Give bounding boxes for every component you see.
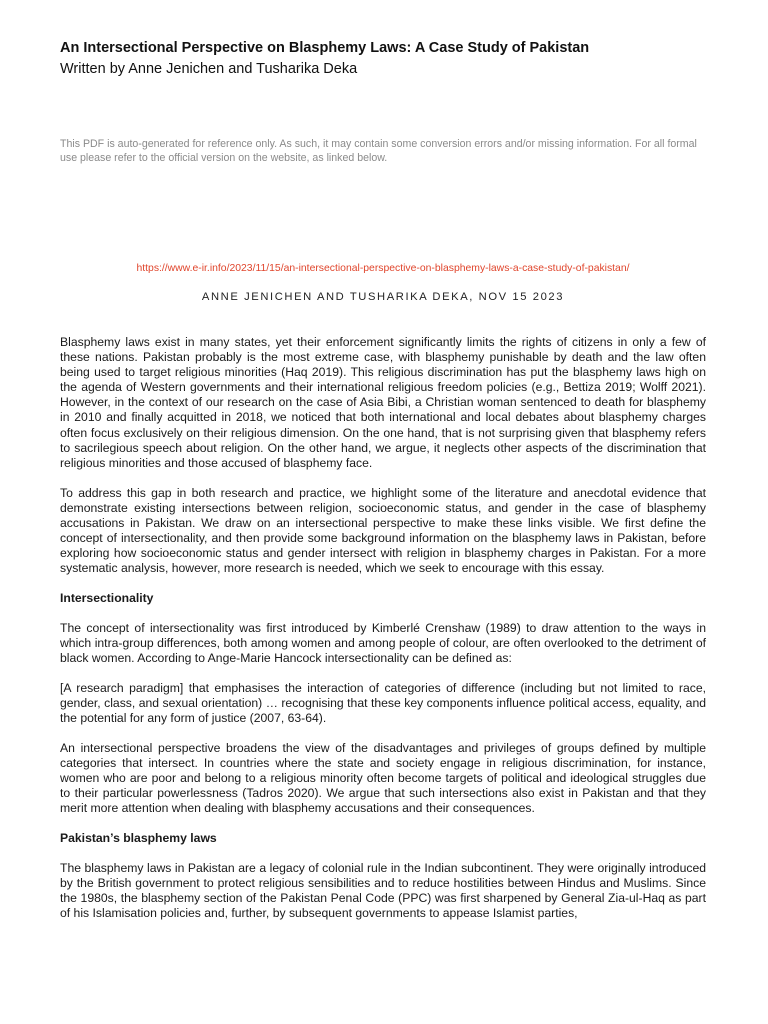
- section-heading-intersectionality: Intersectionality: [60, 591, 154, 605]
- article-paragraph: The concept of intersectionality was first introduced by Kimberlé Crenshaw (1989) to draw attention to the ways in which intra-group differences, both among women and among people of colour, are often overlooked to the detriment of black women. According to Ange-Marie Hancock intersectionality can be defined as:: [60, 620, 706, 666]
- pdf-disclaimer: This PDF is auto-generated for reference only. As such, it may contain some conversion errors and/or missing information. For all formal use please refer to the official version on the website, as linked below.: [60, 138, 697, 164]
- article-paragraph: Blasphemy laws exist in many states, yet their enforcement significantly limits the rights of citizens in only a few of these nations. Pakistan probably is the most extreme case, with blasphemy punishable by death and the law often being used to target religious minorities (Haq 2019). This religious discrimination has put the blasphemy laws high on the agenda of Western governments and their international religious freedom policies (e.g., Bettiza 2019; Wolff 2021). However, in the context of our research on the case of Asia Bibi, a Christian woman sentenced to death for blasphemy in 2010 and finally acquitted in 2018, we noticed that both international and local debates about blasphemy charges often focus exclusively on their religious dimension. On the one hand, that is not surprising given that blasphemy refers to sacrilegious speech about religion. On the other hand, we argue, it neglects other aspects of the discrimination that religious minorities and those accused of blasphemy face.: [60, 335, 706, 470]
- article-quote: [A research paradigm] that emphasises the interaction of categories of difference (including but not limited to race, gender, class, and sexual orientation) … recognising that these key components influence political access, equality, and the potential for any form of justice (2007, 63-64).: [60, 680, 706, 726]
- section-heading-blasphemy-laws: Pakistan’s blasphemy laws: [60, 831, 217, 846]
- document-title: An Intersectional Perspective on Blasphemy Laws: A Case Study of Pakistan: [60, 40, 590, 56]
- source-url-link[interactable]: https://www.e-ir.info/2023/11/15/an-intersectional-perspective-on-blasphemy-laws-a-case-study-of-pakistan/: [136, 263, 630, 274]
- article-paragraph: The blasphemy laws in Pakistan are a legacy of colonial rule in the Indian subcontinent. They were originally introduced by the British government to protect religious sensibilities and to reduce hostilities between Hindus and Muslims. Since the 1980s, the blasphemy section of the Pakistan Penal Code (PPC) was first sharpened by General Zia-ul-Haq as part of his Islamisation policies and, further, by subsequent governments to appease Islamist parties,: [60, 861, 706, 921]
- article-paragraph: An intersectional perspective broadens the view of the disadvantages and privileges of groups defined by multiple categories that intersect. In countries where the state and society engage in religious discrimination, for instance, women who are poor and belong to a religious minority often become targets of political and ideological struggles due to their particular powerlessness (Tadros 2020). We argue that such intersections also exist in Pakistan and that they merit more attention when dealing with blasphemy accusations and their consequences.: [60, 741, 706, 816]
- article-body: [60, 335, 706, 936]
- authors-date-line: ANNE JENICHEN AND TUSHARIKA DEKA, NOV 15 2023: [201, 291, 565, 303]
- document-byline: Written by Anne Jenichen and Tusharika Deka: [60, 61, 358, 77]
- article-paragraph: To address this gap in both research and practice, we highlight some of the literature and anecdotal evidence that demonstrate existing intersections between religion, socioeconomic status, and gender in the case of blasphemy accusations in Pakistan. We draw on an intersectional perspective to make these links visible. We first define the concept of intersectionality, and then provide some background information on the blasphemy laws in Pakistan, before exploring how socioeconomic status and gender intersect with religion in blasphemy charges in Pakistan. For a more systematic analysis, however, more research is needed, which we seek to encourage with this essay.: [60, 485, 706, 576]
